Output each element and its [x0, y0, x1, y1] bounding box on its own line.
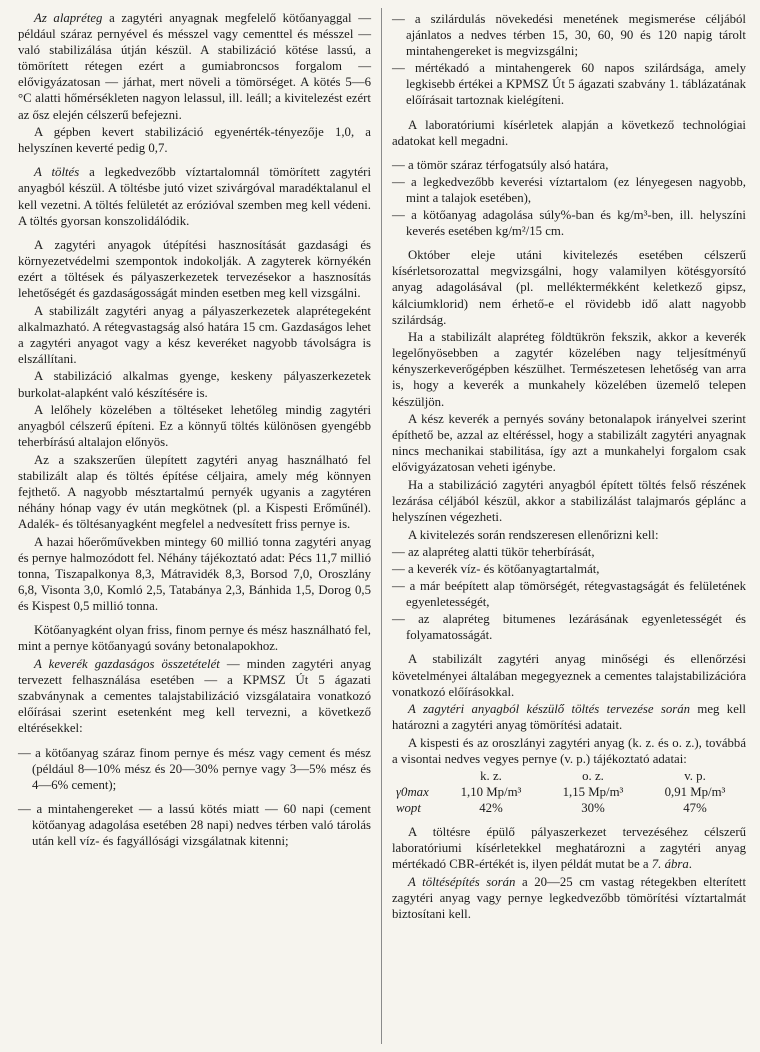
paragraph-text: A zagytéri anyagok útépítési hasznosítását gazdasági és környezetvédelmi szempontok indokolják. A zagyterek környékén ezért a töltések és pályaszerkezetek tervezésekor a hasznosítás lehetőségét és gazdaságosságát minden esetben meg kell vizsgálni. — [18, 237, 371, 300]
italic-term: keverék gazdaságos összetételét — [48, 657, 220, 672]
paragraph-text: a zagytéri anyagnak megfelelő kötőanyaggal — például száraz pernyével és mésszel vagy cementtel és mésszel — való stabilizálása útján készül. A stabilizáció kötése lassú, a tömörített rétegen ezért a gumiabroncsos forgalom — elővigyázatosan — járhat, mert növeli a tömörséget. A kötés 5—6 °C alatti hőmérsékleten nagyon lelassul, ill. leáll; a kivitelezést ezért az ősz elején célszerű befejezni. — [18, 11, 372, 122]
paragraph-text: A kész keverék a pernyés sovány betonalapok irányelvei szerint építhető be, azzal az eltéréssel, hogy a stabilizált zagytéri anyagnak nincs mechanikai stabilitása, így azt a munkahelyi forgalom csak elővigyázatosan veheti igénybe. — [392, 412, 746, 475]
italic-term: Az alapréteg — [34, 11, 103, 25]
list-item — [392, 157, 746, 173]
compaction-data-table — [392, 768, 746, 816]
paragraph — [18, 656, 371, 736]
table-row — [392, 784, 746, 800]
paragraph-text: A kispesti és az oroszlányi zagytéri anyag (k. z. és o. z.), továbbá a visontai nedves vegyes pernye (v. p.) tájékoztató adatai: — [392, 735, 746, 767]
paragraph — [18, 124, 371, 156]
paragraph-text: Október eleje utáni kivitelezés esetében célszerű kísérletsorozattal megvizsgálni, hogy valamilyen kötésgyorsító anyag adagolásával (pl. melléktermékként keletkező gipsz, kálciumklorid) nem érhető-e el rövidebb idő alatt nagyobb szilárdság. — [392, 248, 746, 327]
paragraph-text: A hazai hőerőművekben mintegy 60 millió tonna zagytéri anyag és pernye halmozódott fel. Néhány tájékoztató adat: Pécs 11,7 millió tonna, Tiszapalkonya 8,3, Mátravidék 8,3, Borsod 7,0, Oroszlány 6,8, Visonta 3,0, Komló 2,5, Tatabánya 2,3, Bánhida 1,5, Dorog 0,5 és Kispest 0,5 millió tonna. — [18, 534, 371, 614]
list-item — [392, 544, 746, 560]
paragraph-text: A töltésre épülő pályaszerkezet tervezéséhez célszerű laboratóriumi kísérletekkel meghatározni a zagytéri anyag mértékadó CBR-értékét is, ilyen példát mutat be a — [392, 825, 746, 872]
paragraph-text: A stabilizált zagytéri anyag a pályaszerkezetek alaprétegeként alkalmazható. A rétegvastagság alsó határa 15 cm. Gazdaságos lehet a zagytéri anyagot vagy a kész keveréket nagyobb távolságra is elszállítani. — [18, 303, 371, 366]
paragraph — [18, 368, 371, 400]
paragraph-text: — mértékadó a mintahengerek 60 napos szilárdsága, amely legkisebb értékei a KPMSZ Út 5 ágazati szabvány 1. táblázatának előírásait tartoznak kielégíteni. — [392, 61, 746, 108]
paragraph — [392, 247, 746, 327]
table-header-cell — [392, 768, 440, 784]
paragraph — [392, 735, 746, 767]
paragraph-text: A stabilizáció alkalmas gyenge, keskeny pályaszerkezetek burkolat-alapként való készítésére is. — [18, 369, 371, 400]
table-header-cell: k. z. — [480, 769, 502, 784]
list-item — [392, 207, 746, 239]
paragraph-text: A stabilizált zagytéri anyag minőségi és ellenőrzési követelményei általában megegyeznek a cementes talajstabilizációra vonatkozó előírásokkal. — [392, 652, 746, 699]
paragraph-text: — a szilárdulás növekedési menetének megismerése céljából ajánlatos a nedves térben 15, 30, 60, 90 és 120 napig tárolt mintahengereket is megvizsgálni; — [392, 12, 746, 59]
list-item — [392, 578, 746, 610]
paragraph-tail: . — [688, 857, 692, 872]
left-column — [18, 10, 371, 849]
table-row — [392, 800, 746, 816]
paragraph-text: — a keverék víz- és kötőanyagtartalmát, — [392, 562, 600, 576]
paragraph — [18, 237, 371, 301]
paragraph — [392, 824, 746, 872]
list-item — [18, 745, 371, 793]
paragraph — [18, 402, 371, 450]
paragraph — [392, 117, 746, 149]
paragraph-text: a legkedvezőbb víztartalomnál tömörített zagytéri anyagból készül. A töltésbe jutó vizet szivárgóval maradéktalanul el kell vezetni. A töltés felületét az erózióval szemben meg kell védeni. A töltés gyorsan konszolidálódik. — [18, 165, 371, 228]
paragraph-text: — minden zagytéri anyag tervezett felhasználása esetében — a KPMSZ Út 5 ágazati szabványnak a cementes talajstabilizáció vizsgálataira vonatkozó előírásai szerint esetenként meg kell tervezni, a következő eltérésekkel: — [18, 657, 371, 736]
table-header-cell: o. z. — [582, 769, 604, 784]
list-item — [392, 174, 746, 206]
paragraph-text: — az alapréteg alatti tükör teherbírását, — [392, 544, 595, 559]
table-cell: 42% — [479, 801, 503, 816]
paragraph-prefix: A — [34, 657, 49, 672]
paragraph — [392, 701, 746, 733]
paragraph-text: Ha a stabilizált alapréteg földtükrön fekszik, akkor a keverék legelőnyösebben a zagytér közelében nagy teljesítményű kényszerkeverőgépben készülhet. Természetesen lehetőség van arra is, hogy a keverék a munkahely közelében üzemelő telepen készüljön. — [392, 330, 746, 409]
table-row-label: γ0max — [396, 785, 429, 800]
list-item — [392, 611, 746, 643]
italic-term: A zagytéri anyagból készülő töltés tervezése során — [408, 702, 691, 717]
list-item — [392, 561, 746, 577]
list-item — [392, 60, 746, 108]
paragraph-text: — a legkedvezőbb keverési víztartalom (ez lényegesen nagyobb, mint a talajok esetében), — [392, 174, 746, 205]
paragraph — [18, 303, 371, 367]
paragraph-text: Ha a stabilizáció zagytéri anyagból épített töltés felső részének lezárása céljából készül, akkor a stabilizálást talajmarós géplánc a helyszínen végezheti. — [392, 478, 746, 525]
paragraph — [392, 651, 746, 699]
paragraph-text: A laboratóriumi kísérletek alapján a következő technológiai adatokat kell megadni. — [392, 117, 746, 148]
paragraph — [392, 477, 746, 525]
list-item — [18, 801, 371, 849]
table-cell: 0,91 Mp/m³ — [664, 785, 726, 800]
paragraph — [392, 329, 746, 409]
paragraph-text: — a kötőanyag adagolása súly%-ban és kg/m³-ben, ill. helyszíni keverés esetében kg/m²/15 cm. — [392, 208, 746, 239]
paragraph — [18, 534, 371, 614]
table-cell: 1,10 Mp/m³ — [460, 785, 522, 800]
italic-term: töltés — [51, 165, 80, 180]
paragraph — [18, 622, 371, 654]
paragraph — [18, 10, 371, 123]
paragraph-text: — a tömör száraz térfogatsúly alsó határa, — [392, 157, 609, 172]
paragraph-text: Az a szakszerűen ülepített zagytéri anyag használható fel stabilizált alap és töltés építése céljaira, amely még könnyen fejthető. A nagyobb mésztartalmú pernyék ugyanis a zagytéren néhány hónap vagy év után megkötnek (pl. a Kispesti Erőműnél). Adalék- és töltésanyagként megfelel a nedvesített friss pernye is. — [18, 452, 371, 532]
figure-reference: 7. ábra — [651, 857, 689, 872]
paragraph-text: — az alapréteg bitumenes lezárásának egyenletességét és folyamatosságát. — [392, 612, 746, 643]
paragraph — [18, 164, 371, 228]
paragraph-text: — a már beépített alap tömörségét, rétegvastagságát és felületének egyenletességét, — [392, 579, 746, 610]
paragraph-text: A lelőhely közelében a töltéseket lehetőleg mindig zagytéri anyagból célszerű építeni. Ez a könnyű töltés különösen gyengébb teherbírású altalajon előnyös. — [18, 403, 371, 450]
right-column — [392, 10, 746, 922]
paragraph-text: a 20—25 cm vastag rétegekben elterített zagytéri anyag vagy pernye legkedvezőbb tömörítési víztartalmát biztosítani kell. — [392, 874, 746, 922]
paragraph-text: — a kötőanyag száraz finom pernye és mész vagy cement és mész (például 8—10% mész és 20—30% pernye vagy 3—5% mész és 4—6% cement); — [18, 745, 371, 792]
italic-term: A töltésépítés során — [408, 874, 516, 889]
paragraph-text: A gépben kevert stabilizáció egyenérték-tényezője 1,0, a helyszínen keverté pedig 0,7. — [18, 125, 371, 156]
paragraph-text: meg kell határozni a zagytéri anyag tömörítési adatait. — [392, 702, 746, 733]
table-header-cell: v. p. — [684, 769, 706, 784]
table-cell: 1,15 Mp/m³ — [562, 785, 624, 800]
paragraph-text: Kötőanyagként olyan friss, finom pernye és mész használható fel, mint a pernye kötőanyagú sovány betonalapokhoz. — [18, 623, 371, 654]
paragraph — [18, 452, 371, 532]
table-cell: 30% — [581, 801, 605, 816]
paragraph-text: — a mintahengereket — a lassú kötés miatt — 60 napi (cement kötőanyag adagolása esetében 28 napi) nedves térben való tárolás után kell víz- és fagyállósági vizsgálatnak kitenni; — [18, 801, 371, 848]
table-row-label: wopt — [396, 801, 421, 816]
paragraph-prefix: A — [34, 165, 52, 180]
paragraph-text: A kivitelezés során rendszeresen ellenőrizni kell: — [408, 527, 659, 542]
paragraph — [392, 874, 746, 922]
table-cell: 47% — [683, 801, 707, 816]
list-item — [392, 11, 746, 59]
paragraph — [392, 527, 746, 543]
paragraph — [392, 411, 746, 475]
column-divider — [381, 8, 382, 1044]
